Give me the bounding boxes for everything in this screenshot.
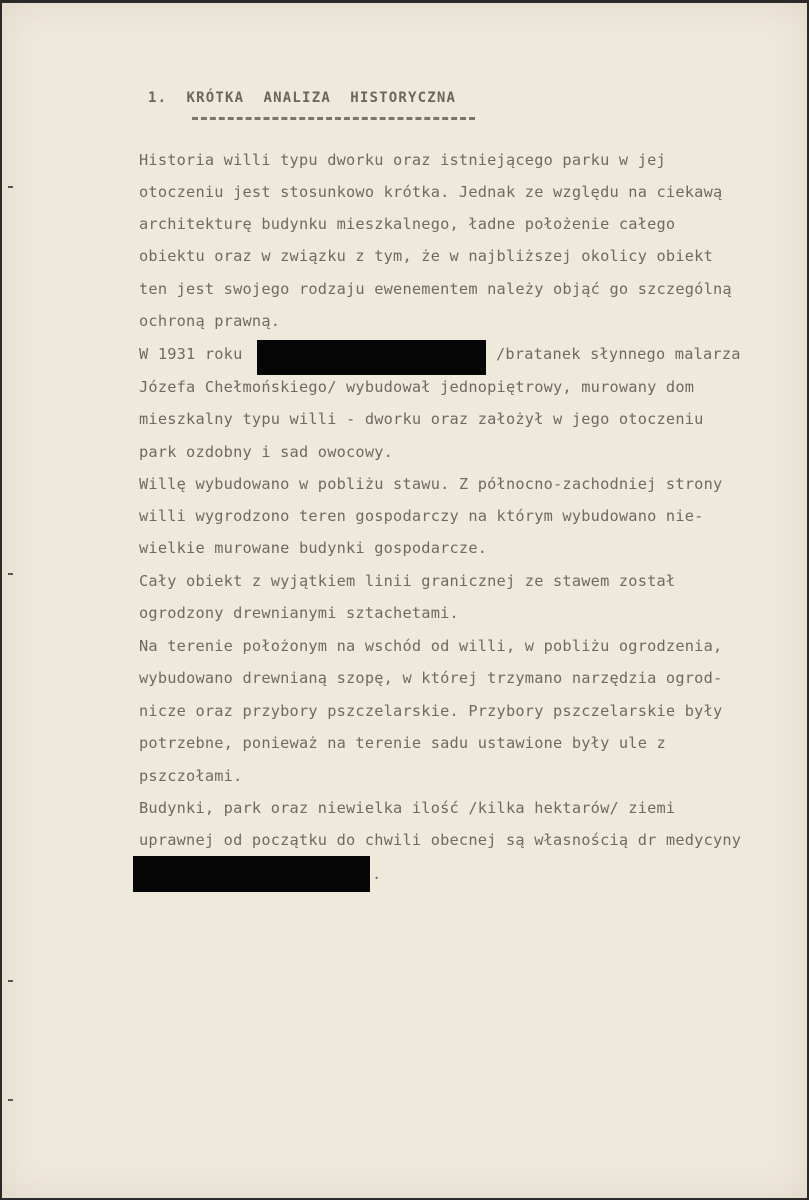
text-line: ogrodzony drewnianymi sztachetami.	[139, 604, 459, 622]
text-line: .	[372, 865, 382, 883]
section-heading: 1. KRÓTKA ANALIZA HISTORYCZNA	[148, 90, 457, 106]
text-line: Budynki, park oraz niewielka ilość /kilka hektarów/ ziemi	[139, 799, 676, 817]
margin-mark	[8, 1099, 13, 1101]
text-line: ochroną prawną.	[139, 312, 281, 330]
text-line: pszczołami.	[139, 767, 243, 785]
text-line: Józefa Chełmońskiego/ wybudował jednopiętrowy, murowany dom	[139, 378, 695, 396]
text-line: Historia willi typu dworku oraz istniejącego parku w jej	[139, 151, 666, 169]
margin-mark	[8, 186, 13, 188]
text-line: ten jest swojego rodzaju ewenementem należy objąć go szczególną	[139, 280, 732, 298]
heading-underline	[192, 117, 475, 123]
text-line: willi wygrodzono teren gospodarczy na którym wybudowano nie-	[139, 507, 704, 525]
text-line: W 1931 roku	[139, 345, 243, 363]
text-line: mieszkalny typu willi - dworku oraz założył w jego otoczeniu	[139, 410, 704, 428]
text-line: uprawnej od początku do chwili obecnej są własnością dr medycyny	[139, 831, 742, 849]
text-line: Na terenie położonym na wschód od willi, w pobliżu ogrodzenia,	[139, 637, 723, 655]
text-line: park ozdobny i sad owocowy.	[139, 443, 394, 461]
text-line: nicze oraz przybory pszczelarskie. Przybory pszczelarskie były	[139, 702, 723, 720]
text-line: Cały obiekt z wyjątkiem linii granicznej ze stawem został	[139, 572, 676, 590]
text-line: architekturę budynku mieszkalnego, ładne położenie całego	[139, 215, 676, 233]
redaction-bar	[133, 856, 370, 892]
text-line: Willę wybudowano w pobliżu stawu. Z północno-zachodniej strony	[139, 475, 723, 493]
document-page	[2, 3, 807, 1198]
margin-mark	[8, 573, 13, 575]
redaction-bar	[257, 340, 486, 375]
text-line: wielkie murowane budynki gospodarcze.	[139, 539, 488, 557]
text-line: /bratanek słynnego malarza	[496, 345, 741, 363]
text-line: potrzebne, ponieważ na terenie sadu ustawione były ule z	[139, 734, 666, 752]
text-line: wybudowano drewnianą szopę, w której trzymano narzędzia ogrod-	[139, 669, 723, 687]
text-line: obiektu oraz w związku z tym, że w najbliższej okolicy obiekt	[139, 247, 713, 265]
margin-mark	[8, 980, 13, 982]
text-line: otoczeniu jest stosunkowo krótka. Jednak ze względu na ciekawą	[139, 183, 723, 201]
